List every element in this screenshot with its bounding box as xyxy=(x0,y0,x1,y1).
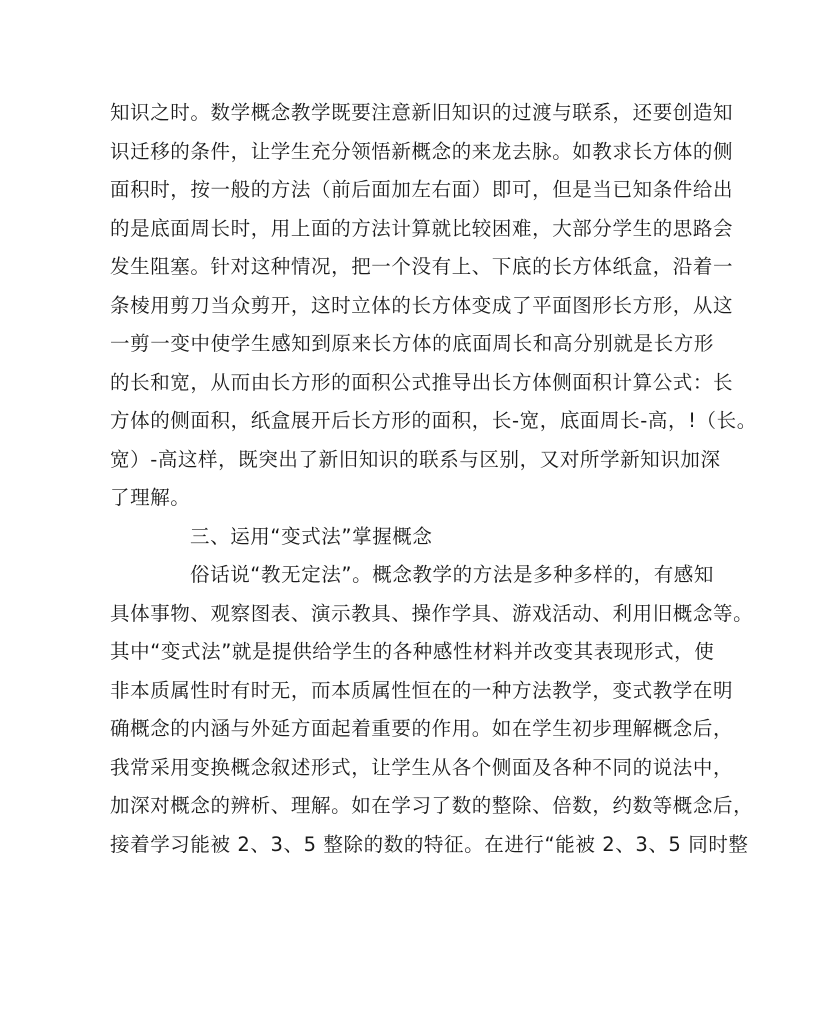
text-line: 宽）-高这样，既突出了新旧知识的联系与区别，又对所学新知识加深 xyxy=(110,447,721,471)
text-line: 非本质属性时有时无，而本质属性恒在的一种方法教学，变式教学在明 xyxy=(110,678,734,702)
text-line: 识迁移的条件，让学生充分领悟新概念的来龙去脉。如教求长方体的侧 xyxy=(110,139,734,163)
text-line: 接着学习能被 2、3、5 整除的数的特征。在进行“能被 2、3、5 同时整 xyxy=(110,832,749,856)
text-line: 发生阻塞。针对这种情况，把一个没有上、下底的长方体纸盒，沿着一 xyxy=(110,255,734,278)
text-line: 条棱用剪刀当众剪开，这时立体的长方体变成了平面图形长方形，从这 xyxy=(110,293,734,317)
section-heading: 三、运用“变式法”掌握概念 xyxy=(190,524,433,548)
document-body xyxy=(110,94,757,864)
text-line: 具体事物、观察图表、演示教具、操作学具、游戏活动、利用旧概念等。 xyxy=(110,601,754,625)
text-line: 的是底面周长时，用上面的方法计算就比较困难，大部分学生的思路会 xyxy=(110,216,734,240)
text-line: 的长和宽，从而由长方形的面积公式推导出长方体侧面积计算公式：长 xyxy=(110,370,734,394)
text-line: 其中“变式法”就是提供给学生的各种感性材料并改变其表现形式，使 xyxy=(110,640,715,663)
text-line: 方体的侧面积，纸盒展开后长方形的面积，长-宽，底面周长-高，!（长。 xyxy=(110,409,757,432)
text-line: 我常采用变换概念叙述形式，让学生从各个侧面及各种不同的说法中， xyxy=(110,755,734,779)
text-line: 面积时，按一般的方法（前后面加左右面）即可，但是当已知条件给出 xyxy=(110,178,734,201)
text-line: 一剪一变中使学生感知到原来长方体的底面周长和高分别就是长方形 xyxy=(110,332,714,355)
text-line: 俗话说“教无定法”。概念教学的方法是多种多样的，有感知 xyxy=(190,563,714,586)
text-line: 知识之时。数学概念教学既要注意新旧知识的过渡与联系，还要创造知 xyxy=(110,101,734,124)
text-line: 加深对概念的辨析、理解。如在学习了数的整除、倍数，约数等概念后， xyxy=(110,794,754,817)
text-line: 确概念的内涵与外延方面起着重要的作用。如在学生初步理解概念后， xyxy=(110,717,734,740)
text-line: 了理解。 xyxy=(110,486,191,509)
